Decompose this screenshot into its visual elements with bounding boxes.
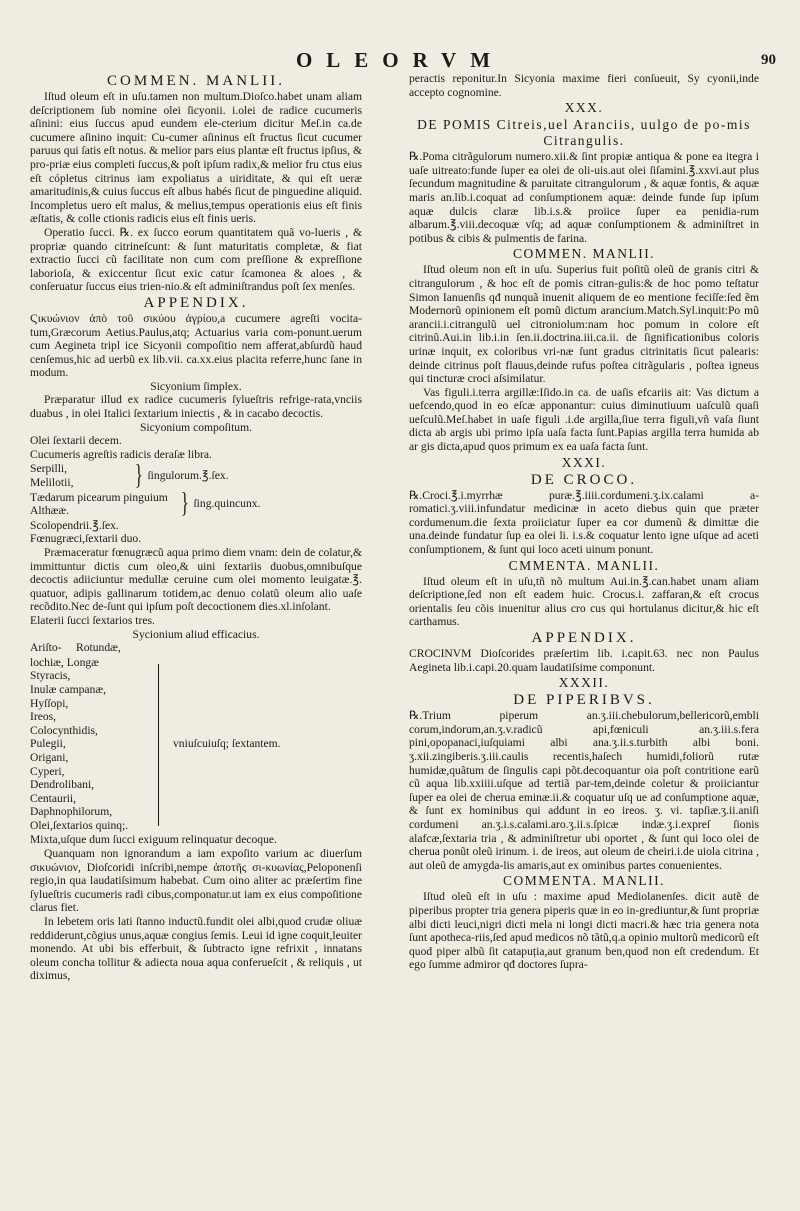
recipe-line: Elaterii ſucci ſextarios tres. [30, 613, 155, 627]
ingredient: Ireos, [30, 710, 57, 724]
ingredient: Origani, [30, 750, 69, 764]
left-column [30, 72, 362, 983]
ingredient: Rotundæ, [76, 641, 121, 655]
ingredient: Colocynthidis, [30, 723, 98, 737]
paragraph: Iſtud oleũ eſt in uſu : maxime apud Mediolanenſes. dicit autẽ de piperibus propter tria genera piperis quæ in eo in-grediuntur,& ſunt propriæ albi dicti leuci,nigri dicti mela ni longi dicti macri.& hæc tria genera nota ſunt apotheca-riis,ſed apud medicos nõ tãtũ,q.a opinio multorũ medicorũ eſt quod piper albũ ſit catapuția,aut granum ben,quod non eſt credendum. Et ego ſumme admiror qđ doctores ſupra- [409, 890, 759, 972]
paragraph: Iſtud oleum non eſt in uſu. Superius fuit poſitũ oleũ de granis citri & citrangulorum , & hoc eſt de pomis citran-gulis:& de hoc pomo teſtatur Simon Ianuenſis qđ nunquã inuenit aliquem de eo mentione feciſſe:ſed ẽm Modernorũ opinionem eſt pomũ dictum arancium.Match.Syl.inquit:Po mũ arancii.i.citrangulũ uel citroniolum:nam hoc pomum in colore eſt citrinũ.Aui.in lib.i.in ſen.ii.doctrina.iii.ca.ii. de ſignificationibus coloris urinæ inquit, ex coloribus vri-næ ſunt gradus citrinitatis ſicut palearis: deinde citrinus poſt flauus,deinde rufus poſtea citrãgularis , poſtea igneus qui tincturæ croci aſsimilatur. [409, 263, 759, 386]
paragraph: Vas figuli.i.terra argillæ:Iſido.in ca. de uaſis efcariis ait: Vas dictum a uefcendo,quod in eo eſcæ apponantur: cuius diminutiuum uaſculũ quaſi ueſculũ.Meſ.habet in uaſe figuli .i.de argilla,ſiue terra figuli,vñ vaſa ſiunt dicta ab argis ubi primo ipſa uaſa facta ſunt.Papias argilla terra humida ab ar gis dicta,apud quos primum ex ea uaſa facta ſunt. [409, 385, 759, 454]
chapter-title: DE POMIS Citreis,uel Aranciis, uulgo de po-mis Citrangulis. [417, 117, 751, 149]
commentary-heading: COMMEN. MANLII. [512, 246, 656, 262]
paragraph: peractis reponitur.In Sicyonia maxime fieri conſueuit, Sy cyonii,inde accepto cognomine. [409, 72, 759, 99]
braced-group [30, 488, 362, 520]
ingredient: Centaurii, [30, 791, 77, 805]
chapter-number: XXXI. [561, 454, 607, 470]
ingredient: Pulegii, [30, 737, 66, 751]
chapter-number: XXXII. [558, 675, 610, 691]
recipe-line: Fœnugræci,ſextarii duo. [30, 532, 142, 546]
paragraph: CROCINVM Dioſcorides præſertim lib. i.capit.63. nec non Paulus Aegineta lib.i.capi.20.quam laudatiſsime componunt. [409, 647, 759, 674]
braced-group [30, 460, 362, 492]
paragraph: ℞.Poma citrãgulorum numero.xii.& ſint propiæ antiqua & pone ea itegra i uaſe uitreato:funde ſuper ea olei de oli-uis.aut olei ſiſamini.℥.xxvi.aut plus ſecundum magnitudine & paruitate citrangulorum , & aquæ fontis, & aquæ maris an.lib.i.coquat ad conſumptionem aquæ: deinde funde ſup ipſum aquæ dulcis claræ lib.i.s.& proiice ſuper ea penidia-rum albarum.℥.viii.decoquæ vſq; ad aquæ conſumptionem & adminiſtret in potibus & cibis & pulmentis de farina. [409, 150, 759, 245]
paragraph: Iſtud oleum eſt in uſu,tñ nõ multum Aui.in.℥.can.habet unam aliam deſcriptione,ſed non eſt eadem huic. Crocus.i. zaffaran,& eſt crocus orientalis ſeu cõis inuenitur alius cro cus qui hortulanus dicitur,& hic eſt carthamus. [409, 574, 759, 629]
paragraph: Mixta,uſque dum ſucci exiguum relinquatur decoque. [30, 833, 277, 847]
subheading: Sicyonium compoſitum. [139, 420, 253, 434]
paragraph: Quanquam non ignorandum a iam expoſito varium ac diuerſum σικυώνιον, Dioſcoridi inſcribi,nempe ἀποτῆς σι-κυωνίας,Peloponenſi regio,in qua laudatiſsimum habebat. Cum oino aliter ac præſertim fine ſylueſtris cucumeris radi cibus,componatur.ut iam ex eius compoſitione clarus fiet. [30, 847, 362, 915]
quantity: vniuſcuiuſq; ſextantem. [173, 737, 281, 751]
commentary-heading: CMMENTA. MANLII. [508, 557, 660, 573]
chapter-number: XXX. [564, 100, 604, 116]
ingredient: Dendrolibani, [30, 778, 95, 792]
ingredient: Althææ. [30, 504, 69, 518]
appendix-heading: APPENDIX. [531, 630, 637, 646]
recipe-line: Olei ſextarii decem. [30, 434, 122, 448]
chapter-title: DE CROCO. [530, 471, 638, 488]
page-number: 90 [761, 52, 776, 68]
paragraph: Iſtud oleum eſt in uſu.tamen non multum.Dioſco.habet unam aliam deſcriptionem ſub nomine olei ſicyonii. i.olei de radice cucumeris aſinini: eius ſuccus apud eundem ele-cterium dicitur Meſ.in ca.de cucumere aſinino inquit: Cu-cumer aſininus eſt fructus ſicut cucumer paruus qui ſatis eſt notus. & melior pars eius plantæ eſt fructus ipſius, & pro-priæ eius completi ſuccus,& poſt ipſum radix,& melior fru ctus eius eſt cópletus citrinus iam expoliatus a uiriditate, & qui eſt ueræ amaritudinis,& cuius ſuccus eſt albus habés ſicut de pinguedine aliquid. Incompletus uero eſt malus, & melius,tempus operationis eius eſt finis æſtatis, & colle ctionis radicis eius eſt finis ueris. [30, 90, 362, 226]
paragraph: ℞.Trium piperum an.ʒ.iii.chebulorum,bellericorũ,embli corum,indorum,an.ʒ.v.radicũ api,fœniculi an.ʒ.iii.s.fera pini,opopanaci,iuſquiami albi ana.ʒ.ii.s.turbith albi boni. ʒ.xii.zingiberis.ʒ.iii.caulis recentis,haſech humidi,foliorũ rutæ humidæ,quãtum de ſingulis capi põt.decoquantur oia poſt contritione earũ cũ aqua lib.xxiiii.uſque ad tertiã par-tem,deinde coletur & proiiciantur ſuper ea olei de cherua eminæ.ii.& coquatur uſq ue ad conſumptione aquæ, & ſunt ex hominibus qui addunt in eo ireos. ʒ. vi. tapſiæ.ʒ.ii.aniſi cordumeni an.ʒ.i.s.calami.aro.ʒ.ii.s.ſpicæ indæ.ʒ.i.expreſ ſionis alafcæ,ſextaria tria , & adminiſtretur ubi oportet , & ſunt qui loco olei de cherua ponũt oleũ irinum. i. de ireos, aut oleum de cheiri.i.de uiola citrina , aut oleũ de amygda-lis amaris,aut ex ominibus partes conuenientes. [409, 709, 759, 872]
ingredient-row [30, 641, 362, 655]
paragraph: ℞.Croci.℥.i.myrrhæ puræ.℥.iiii.cordumeni.ʒ.ix.calami a-romatici.ʒ.viii.infundatur medicinæ in aceto diebus quin que præter cordumenum.die ſexta proiiciatur ſuper ea cor dumenũ & dimittæ die una.deinde fundatur ſup ea olei li. i.s.& coquatur lento igne uſque ad aceti conſumptionem, & ſunt qui loco aceti uinum ponunt. [409, 488, 759, 557]
ingredient: Melilotii, [30, 476, 74, 490]
ingredient: Tædarum picearum pinguium [30, 490, 168, 504]
running-head: OLEORVM [295, 48, 505, 72]
ingredient: Inulæ campanæ, [30, 682, 106, 696]
recipe-line: Scolopendrii.℥.ſex. [30, 518, 119, 532]
braced-group [30, 656, 362, 833]
quantity: ſing.quincunx. [193, 497, 261, 511]
paragraph: Præmaceratur fœnugræcũ aqua primo diem vnam: dein de colatur,& immittuntur dictis cum oleo,& uini ſextariis duobus,omnibuſque decoctis adiiciuntur medullæ ceruine cum olei momento leuigatæ.℥. quatuor, adipis gallinarum totidem,ac denuo colatũ oleum alio uaſe recõdito.Nec de-ſunt qui ipſum poſt decoctionem dies.xl.inſolant. [30, 546, 362, 614]
right-column [409, 72, 759, 972]
ingredient: Serpilli, [30, 462, 68, 476]
subheading: Sicyonium ſimplex. [150, 379, 242, 393]
paragraph: Ϛικυώνιον ἀπὸ τοῦ σικύου ἀγρίου,a cucumere agreſti vocita-tum,Græcorum Aetius.Paulus,atq; Actuarius varia com-ponunt.uerum cum Aegineta tripl ice Sicyonii compoſitio nem afferat,abſurdũ haud cenſemus,hic ad uerbũ ex lib.vii. ca.xx.eius placita referre,hunc ſane in modum. [30, 311, 362, 380]
chapter-title: DE PIPERIBVS. [513, 692, 655, 709]
quantity: ſingulorum.℥.ſex. [147, 469, 229, 483]
brace-glyph: } [180, 488, 189, 520]
appendix-heading: APPENDIX. [143, 294, 249, 311]
subheading: Sycionium aliud efficacius. [132, 627, 260, 641]
paragraph: Operatio ſucci. ℞. ex ſucco eorum quantitatem quã vo-lueris , & propriæ quando citrineſcunt: & ſunt maturitatis completæ, & fiat extractio ſucci cũ facilitate non cum com preſſione & expreſſione laborioſa, & exiccentur ſicut exic catur ſcamonea & aloes , & conſeruatur ſuccus eius trien-nio.& eſt adminiſtrandus poſt ſex menſes. [30, 225, 362, 294]
ingredient: Cyperi, [30, 764, 65, 778]
commentary-heading: COMMEN. MANLII. [107, 73, 285, 89]
paragraph: In lebetem oris lati ſtanno inductũ.fundit olei albi,quod crudæ oliuæ reddiderunt,cõgius unus,aquæ congius ſemis. Leui id igne coquit,leuiter monendo. At ubi bis efferbuit, & ſubtracto igne refrixit , innatans oleum concha tollitur & adiecta noua aqua conferueſcit , & reliquis , ut diximus, [30, 915, 362, 983]
paragraph: Præparatur illud ex radice cucumeris ſylueſtris refrige-rata,vnciis duabus , in olei Italici ſextarium iniectis , & in cacabo decoctis. [30, 393, 362, 421]
brace-line [158, 664, 169, 827]
ingredient: Hyſſopi, [30, 696, 69, 710]
ingredient: Olei,ſextarios quinq;. [30, 818, 129, 832]
ingredient: Daphnophilorum, [30, 805, 113, 819]
ingredient: Styracis, [30, 669, 71, 683]
commentary-heading: COMMENTA. MANLII. [502, 873, 666, 889]
ingredient: Ariſto- [30, 641, 62, 655]
recipe-line: Cucumeris agreſtis radicis deraſæ libra. [30, 447, 212, 461]
ingredient: lochiæ, Longæ [30, 655, 99, 669]
brace-glyph: } [134, 460, 143, 492]
